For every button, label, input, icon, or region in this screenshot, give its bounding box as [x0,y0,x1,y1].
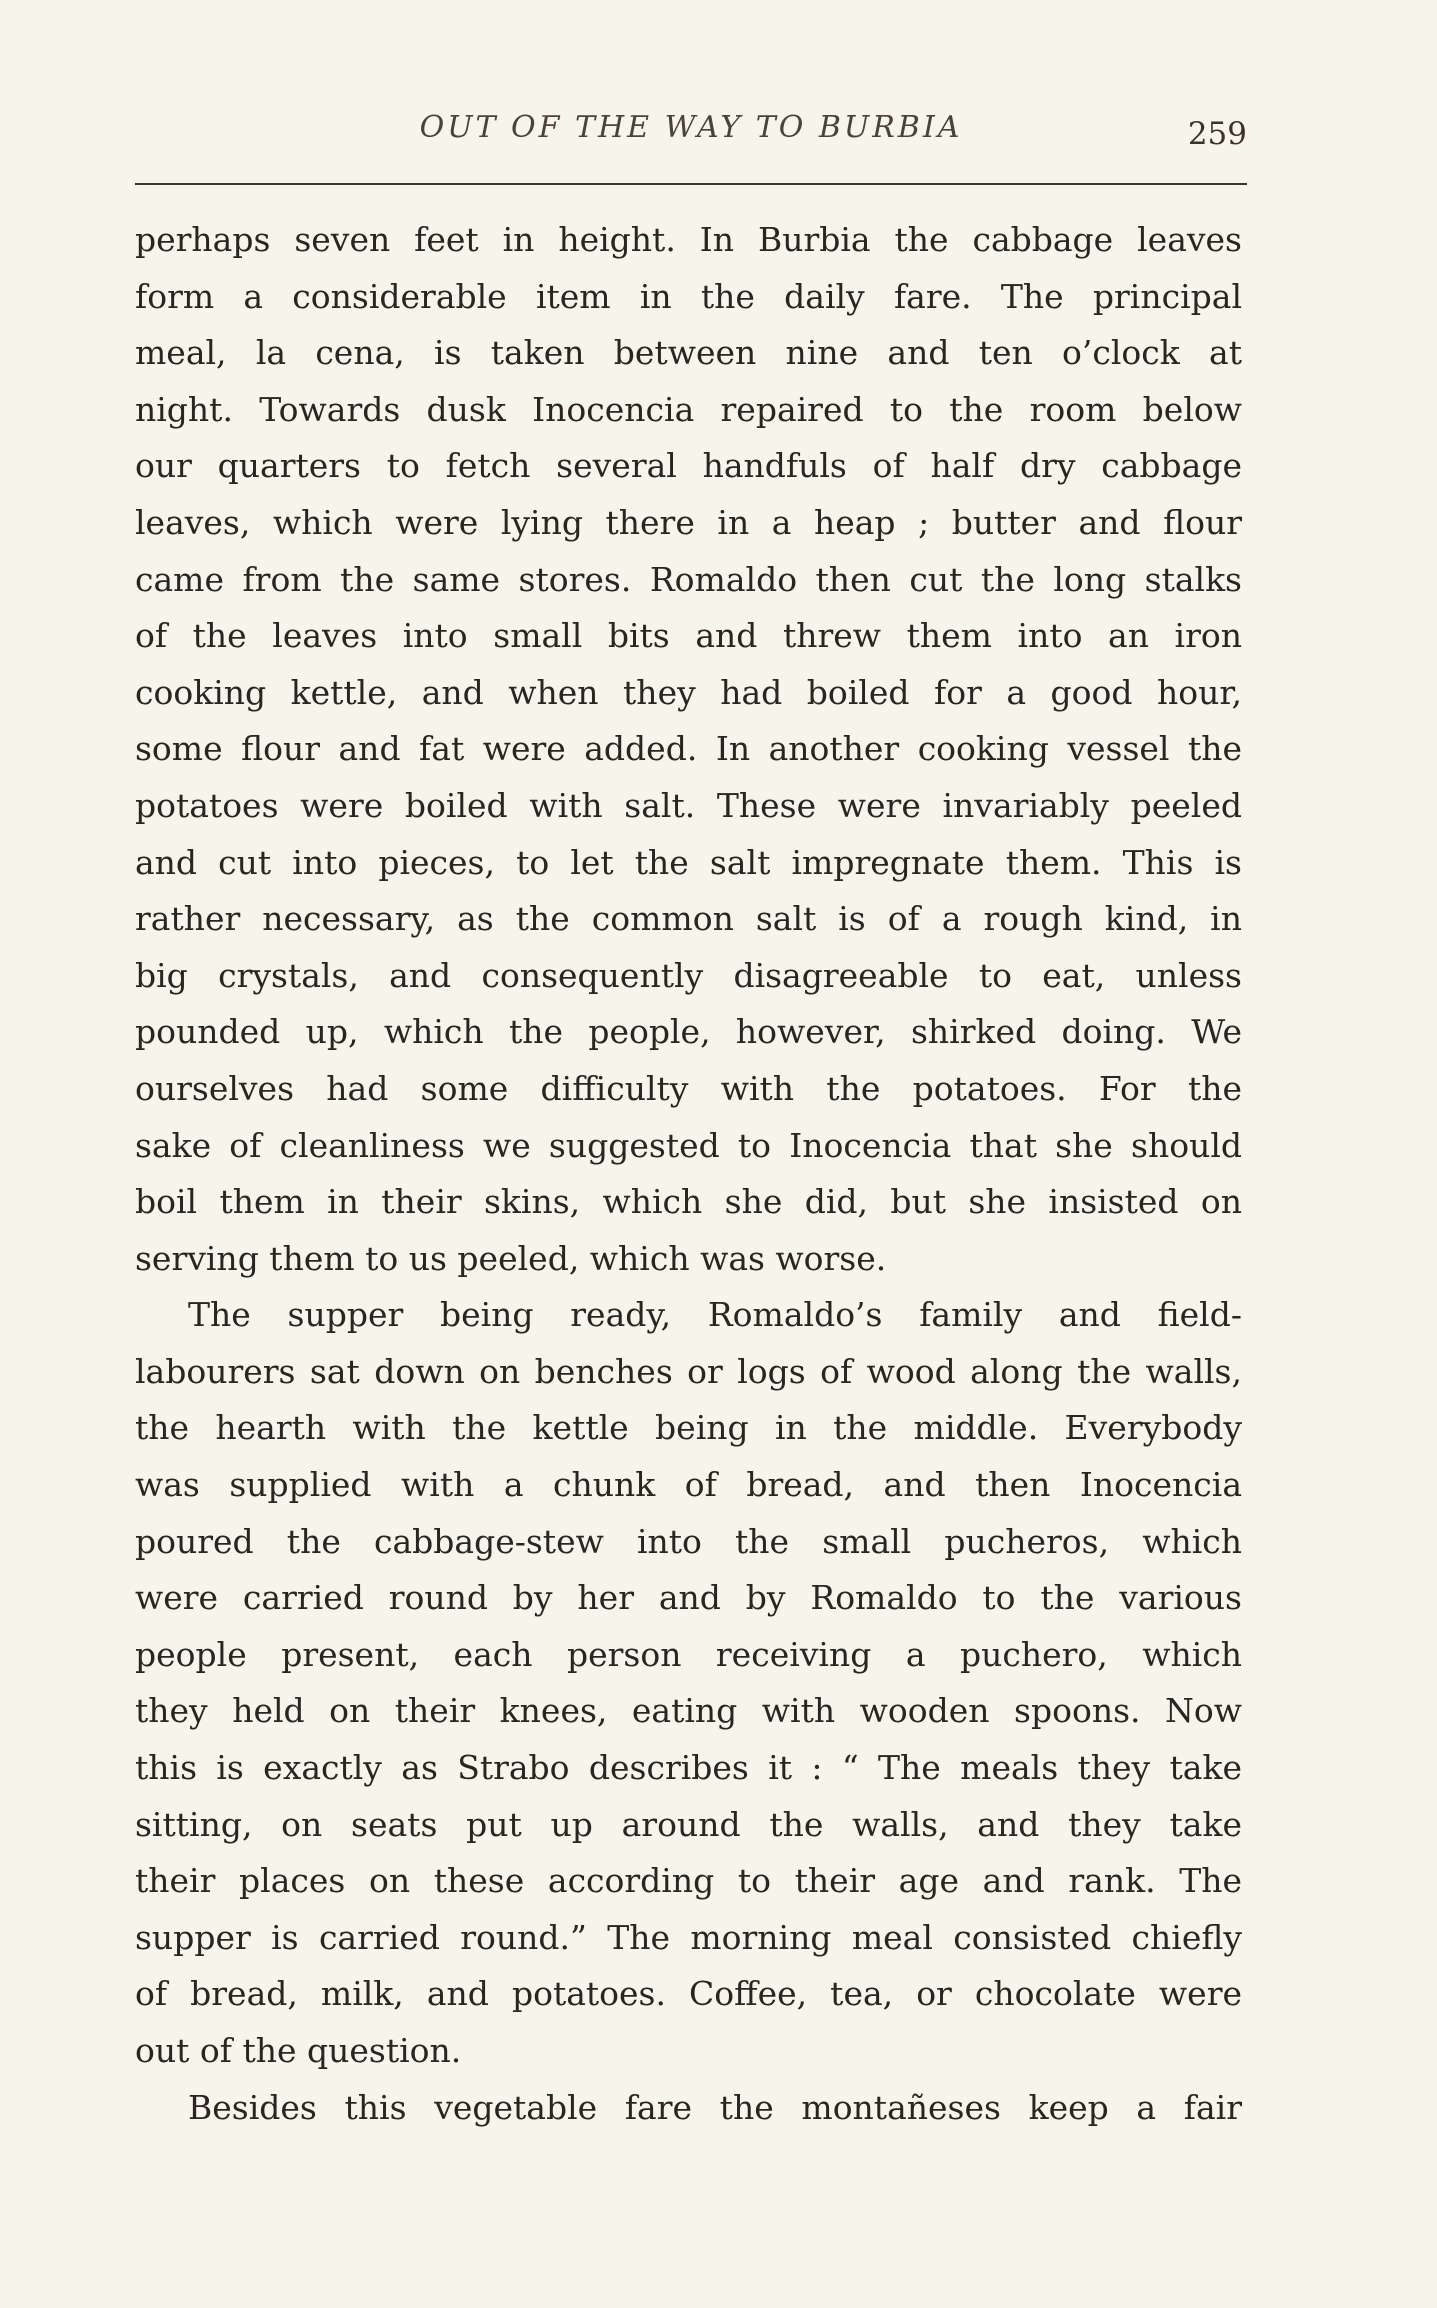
text-line: potatoes were boiled with salt. These were invariably peeled [135,785,1242,825]
text-line: was supplied with a chunk of bread, and then Inocencia [135,1465,1242,1505]
text-line: out of the question. [135,2031,462,2070]
text-line: and cut into pieces, to let the salt impregnate them. This is [135,842,1242,882]
text-line: poured the cabbage-stew into the small pucheros, which [135,1521,1242,1561]
text-line: pounded up, which the people, however, shirked doing. We [135,1012,1242,1052]
text-line: came from the same stores. Romaldo then cut the long stalks [135,559,1242,599]
text-line: our quarters to fetch several handfuls of half dry cabbage [135,446,1242,486]
text-line: people present, each person receiving a puchero, which [135,1634,1242,1674]
text-line: their places on these according to their age and rank. The [135,1861,1242,1901]
text-line: of bread, milk, and potatoes. Coffee, tea, or chocolate were [135,1974,1242,2014]
text-line: were carried round by her and by Romaldo to the various [135,1578,1242,1618]
text-line: boil them in their skins, which she did, but she insisted on [135,1182,1242,1222]
text-line: this is exactly as Strabo describes it : “ The meals they take [135,1748,1242,1788]
text-line: ourselves had some difficulty with the potatoes. For the [135,1068,1242,1108]
text-line: supper is carried round.” The morning meal consisted chiefly [135,1917,1242,1957]
text-line: cooking kettle, and when they had boiled for a good hour, [135,672,1242,712]
text-line: sake of cleanliness we suggested to Inocencia that she should [135,1125,1242,1165]
running-title: OUT OF THE WAY TO BURBIA [419,110,963,145]
text-line: sitting, on seats put up around the walls, and they take [135,1804,1242,1844]
text-line: form a considerable item in the daily fare. The principal [135,276,1242,316]
text-line: big crystals, and consequently disagreeable to eat, unless [135,955,1242,995]
page-number: 259 [1187,116,1247,152]
text-line: meal, la cena, is taken between nine and ten o’clock at [135,333,1242,373]
text-line: serving them to us peeled, which was worse. [135,1238,887,1278]
text-line: some flour and fat were added. In another cooking vessel the [135,729,1242,769]
text-line: labourers sat down on benches or logs of wood along the walls, [135,1351,1242,1391]
text-line: Besides this vegetable fare the montañeses keep a fair [188,2087,1242,2127]
text-line: The supper being ready, Romaldo’s family and field- [188,1295,1242,1335]
text-line: perhaps seven feet in height. In Burbia the cabbage leaves [135,220,1242,259]
text-line: the hearth with the kettle being in the middle. Everybody [135,1408,1242,1448]
running-head [135,110,1247,160]
body-text [135,212,1242,2136]
text-line: of the leaves into small bits and threw them into an iron [135,616,1242,656]
text-line: leaves, which were lying there in a heap ; butter and flour [135,502,1242,542]
text-line: rather necessary, as the common salt is of a rough kind, in [135,899,1242,939]
text-line: night. Towards dusk Inocencia repaired to the room below [135,389,1242,429]
text-line: they held on their knees, eating with wooden spoons. Now [135,1691,1242,1731]
header-rule [135,183,1247,185]
